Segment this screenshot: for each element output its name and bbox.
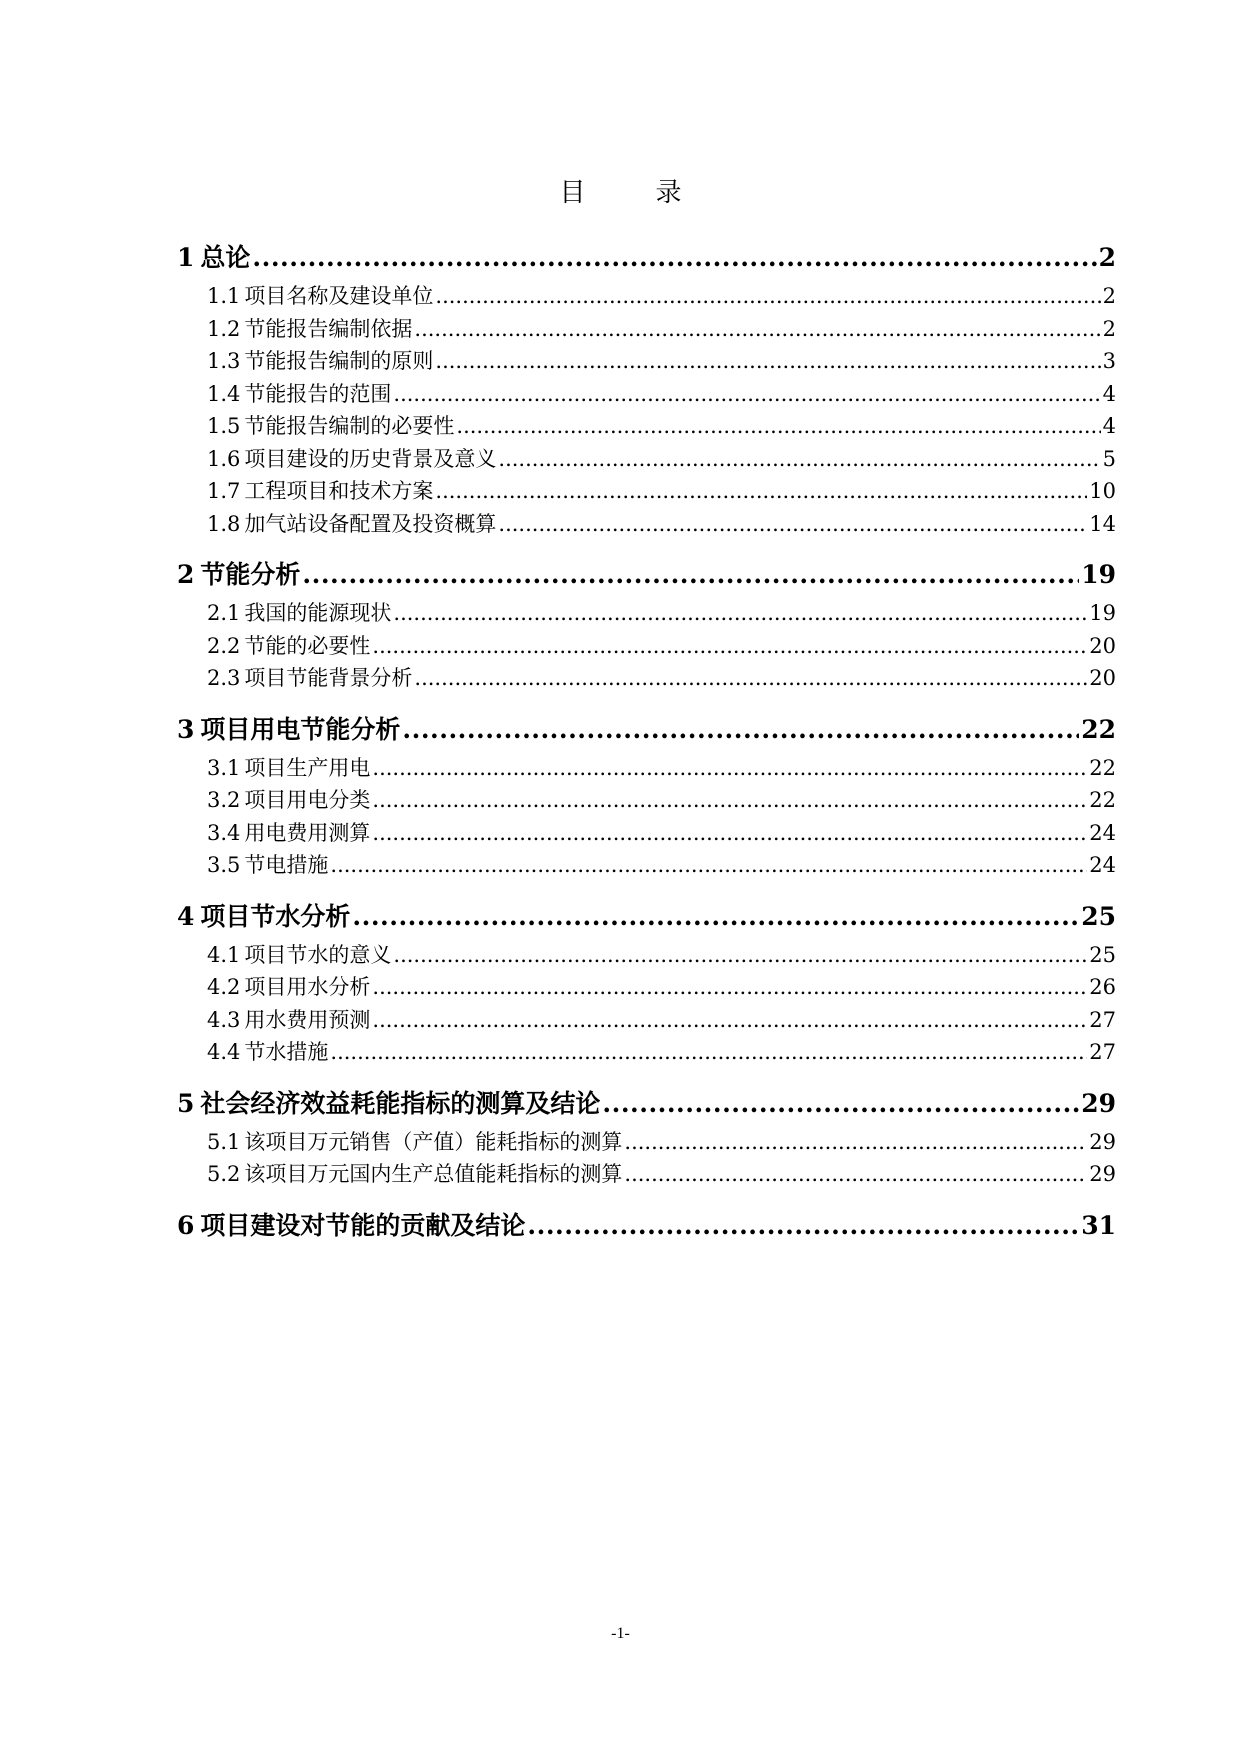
toc-entry-page-number: 24 (1089, 820, 1116, 845)
toc-entry-number: 6 (177, 1210, 195, 1240)
toc-dot-leader (435, 345, 1100, 378)
toc-section-entry[interactable] (177, 508, 1116, 541)
toc-dot-leader (372, 752, 1087, 785)
toc-dot-leader (330, 1036, 1087, 1069)
toc-entry-label (207, 475, 433, 508)
toc-section-entry[interactable] (177, 752, 1116, 785)
toc-entry-label (207, 410, 454, 443)
toc-entry-number: 1.7 (207, 479, 241, 503)
toc-entry-page-number: 24 (1089, 853, 1116, 877)
toc-section-entry[interactable] (177, 1126, 1116, 1159)
toc-entry-title: 用电费用测算 (244, 820, 371, 845)
toc-entry-page-number: 10 (1089, 479, 1116, 503)
toc-entry-label (177, 240, 250, 275)
toc-dot-leader (498, 508, 1087, 541)
toc-entry-title: 项目节水分析 (200, 901, 351, 931)
toc-entry-number: 5.2 (207, 1162, 241, 1186)
toc-entry-page-number: 22 (1089, 788, 1116, 812)
toc-dot-leader (372, 971, 1087, 1004)
toc-entry-number: 1.1 (207, 284, 241, 308)
toc-entry-label (177, 899, 350, 934)
toc-entry-title: 节能分析 (200, 560, 301, 589)
toc-entry-label (177, 1086, 600, 1121)
toc-dot-leader (602, 1086, 1079, 1121)
toc-entry-label (207, 378, 391, 411)
toc-dot-leader (372, 630, 1087, 663)
toc-dot-leader (393, 597, 1087, 630)
toc-entry-page-number: 5 (1102, 446, 1116, 471)
toc-dot-leader (435, 280, 1100, 313)
toc-entry-label (207, 1158, 622, 1191)
toc-entry-page-number: 31 (1081, 1210, 1116, 1240)
toc-entry-number: 3.4 (207, 820, 241, 845)
toc-entry-number: 5.1 (207, 1129, 241, 1154)
toc-entry-label (207, 508, 496, 541)
toc-section-entry[interactable] (177, 849, 1116, 882)
toc-entry-page-number: 4 (1102, 381, 1116, 406)
toc-entry-number: 1.3 (207, 349, 241, 373)
toc-section-entry[interactable] (177, 378, 1116, 411)
toc-entry-number: 1.5 (207, 414, 241, 438)
toc-dot-leader (624, 1158, 1087, 1191)
toc-entry-number: 1.2 (207, 316, 241, 341)
toc-entry-label (207, 280, 433, 313)
toc-entry-title: 项目建设对节能的贡献及结论 (200, 1210, 526, 1240)
toc-chapter-entry[interactable] (177, 557, 1116, 592)
toc-section-entry[interactable] (177, 280, 1116, 313)
toc-dot-leader (372, 817, 1087, 850)
toc-entry-number: 4.1 (207, 942, 241, 967)
toc-chapter-entry[interactable] (177, 240, 1116, 275)
toc-section-entry[interactable] (177, 939, 1116, 972)
toc-entry-title: 项目用水分析 (244, 975, 371, 999)
toc-entry-number: 4 (177, 901, 195, 931)
toc-dot-leader (372, 1004, 1087, 1037)
toc-entry-label (207, 752, 370, 785)
toc-section-entry[interactable] (177, 1036, 1116, 1069)
toc-dot-leader (302, 557, 1079, 592)
toc-entry-page-number: 27 (1089, 1040, 1116, 1064)
toc-entry-number: 4.3 (207, 1007, 241, 1032)
toc-dot-leader (372, 784, 1087, 817)
toc-section-entry[interactable] (177, 410, 1116, 443)
toc-entry-title: 节能报告编制的原则 (244, 349, 434, 373)
table-of-contents (177, 240, 1116, 1248)
toc-entry-label (207, 1036, 328, 1069)
toc-entry-title: 节能报告编制依据 (244, 316, 413, 341)
toc-dot-leader (414, 313, 1100, 346)
toc-dot-leader (352, 899, 1079, 934)
toc-section-entry[interactable] (177, 597, 1116, 630)
toc-entry-title: 节电措施 (244, 853, 329, 877)
toc-section-entry[interactable] (177, 784, 1116, 817)
toc-entry-number: 1.8 (207, 511, 241, 536)
toc-chapter-entry[interactable] (177, 899, 1116, 934)
toc-section-entry[interactable] (177, 817, 1116, 850)
toc-entry-label (207, 1004, 370, 1037)
toc-entry-page-number: 25 (1089, 942, 1116, 967)
toc-entry-page-number: 2 (1102, 284, 1116, 308)
toc-entry-page-number: 14 (1089, 511, 1116, 536)
toc-entry-label (207, 1126, 622, 1159)
toc-dot-leader (527, 1208, 1079, 1243)
toc-entry-title: 节能报告的范围 (244, 381, 392, 406)
toc-entry-label (177, 557, 300, 592)
toc-entry-label (177, 1208, 525, 1243)
toc-dot-leader (414, 662, 1087, 695)
toc-section-entry[interactable] (177, 443, 1116, 476)
toc-entry-page-number: 20 (1089, 633, 1116, 658)
toc-entry-title: 加气站设备配置及投资概算 (244, 511, 497, 536)
toc-dot-leader (435, 475, 1087, 508)
toc-dot-leader (252, 240, 1096, 275)
toc-entry-page-number: 2 (1098, 243, 1116, 272)
toc-entry-page-number: 22 (1081, 714, 1116, 744)
toc-entry-number: 1.6 (207, 446, 241, 471)
toc-entry-number: 1.4 (207, 381, 241, 406)
toc-entry-number: 4.4 (207, 1040, 241, 1064)
toc-entry-title: 该项目万元销售（产值）能耗指标的测算 (244, 1129, 623, 1154)
toc-dot-leader (330, 849, 1087, 882)
toc-entry-label (207, 971, 370, 1004)
toc-entry-label (177, 712, 400, 747)
toc-dot-leader (402, 712, 1079, 747)
toc-section-entry[interactable] (177, 971, 1116, 1004)
toc-entry-page-number: 19 (1089, 601, 1116, 625)
toc-section-entry[interactable] (177, 345, 1116, 378)
toc-entry-number: 4.2 (207, 975, 241, 999)
toc-entry-page-number: 27 (1089, 1007, 1116, 1032)
toc-entry-page-number: 29 (1081, 1088, 1116, 1118)
page-number: -1- (611, 1625, 630, 1642)
toc-dot-leader (624, 1126, 1087, 1159)
toc-entry-number: 2.2 (207, 633, 241, 658)
toc-section-entry[interactable] (177, 662, 1116, 695)
toc-entry-number: 1 (177, 243, 195, 272)
toc-entry-number: 3.1 (207, 755, 241, 780)
toc-chapter-entry[interactable] (177, 712, 1116, 747)
toc-section-entry[interactable] (177, 1004, 1116, 1037)
toc-entry-title: 总论 (200, 243, 251, 272)
toc-entry-label (207, 630, 370, 663)
toc-entry-number: 5 (177, 1088, 195, 1118)
toc-entry-page-number: 22 (1089, 755, 1116, 780)
toc-entry-number: 2.1 (207, 601, 241, 625)
toc-entry-label (207, 939, 391, 972)
toc-entry-title: 节能的必要性 (244, 633, 371, 658)
toc-section-entry[interactable] (177, 313, 1116, 346)
toc-entry-title: 项目建设的历史背景及意义 (244, 446, 497, 471)
toc-entry-page-number: 29 (1089, 1162, 1116, 1186)
toc-entry-title: 项目节水的意义 (244, 942, 392, 967)
toc-entry-title: 项目用电节能分析 (200, 714, 401, 744)
toc-entry-title: 该项目万元国内生产总值能耗指标的测算 (244, 1162, 623, 1186)
toc-entry-number: 2 (177, 560, 195, 589)
toc-entry-label (207, 345, 433, 378)
toc-section-entry[interactable] (177, 630, 1116, 663)
toc-entry-number: 3 (177, 714, 195, 744)
toc-entry-label (207, 817, 370, 850)
toc-entry-page-number: 20 (1089, 666, 1116, 690)
toc-dot-leader (393, 378, 1100, 411)
toc-entry-title: 我国的能源现状 (244, 601, 392, 625)
toc-entry-title: 节水措施 (244, 1040, 329, 1064)
toc-entry-label (207, 784, 370, 817)
toc-chapter-entry[interactable] (177, 1208, 1116, 1243)
toc-entry-page-number: 2 (1102, 316, 1116, 341)
toc-entry-label (207, 313, 412, 346)
toc-entry-page-number: 3 (1102, 349, 1116, 373)
toc-section-entry[interactable] (177, 1158, 1116, 1191)
toc-entry-page-number: 19 (1081, 560, 1116, 589)
toc-entry-page-number: 26 (1089, 975, 1116, 999)
toc-entry-title: 用水费用预测 (244, 1007, 371, 1032)
toc-entry-label (207, 597, 391, 630)
toc-entry-title: 项目节能背景分析 (244, 666, 413, 690)
toc-entry-title: 项目生产用电 (244, 755, 371, 780)
toc-entry-title: 项目用电分类 (244, 788, 371, 812)
toc-entry-label (207, 849, 328, 882)
toc-entry-label (207, 443, 496, 476)
page-title: 目录 (559, 178, 752, 208)
toc-entry-label (207, 662, 412, 695)
toc-entry-page-number: 29 (1089, 1129, 1116, 1154)
toc-dot-leader (498, 443, 1100, 476)
toc-entry-title: 项目名称及建设单位 (244, 284, 434, 308)
toc-entry-number: 3.2 (207, 788, 241, 812)
toc-entry-title: 社会经济效益耗能指标的测算及结论 (200, 1088, 601, 1118)
toc-entry-number: 2.3 (207, 666, 241, 690)
toc-entry-page-number: 4 (1102, 414, 1116, 438)
toc-dot-leader (393, 939, 1087, 972)
toc-entry-number: 3.5 (207, 853, 241, 877)
toc-entry-page-number: 25 (1081, 901, 1116, 931)
toc-entry-title: 工程项目和技术方案 (244, 479, 434, 503)
toc-chapter-entry[interactable] (177, 1086, 1116, 1121)
toc-section-entry[interactable] (177, 475, 1116, 508)
toc-entry-title: 节能报告编制的必要性 (244, 414, 455, 438)
toc-dot-leader (456, 410, 1100, 443)
